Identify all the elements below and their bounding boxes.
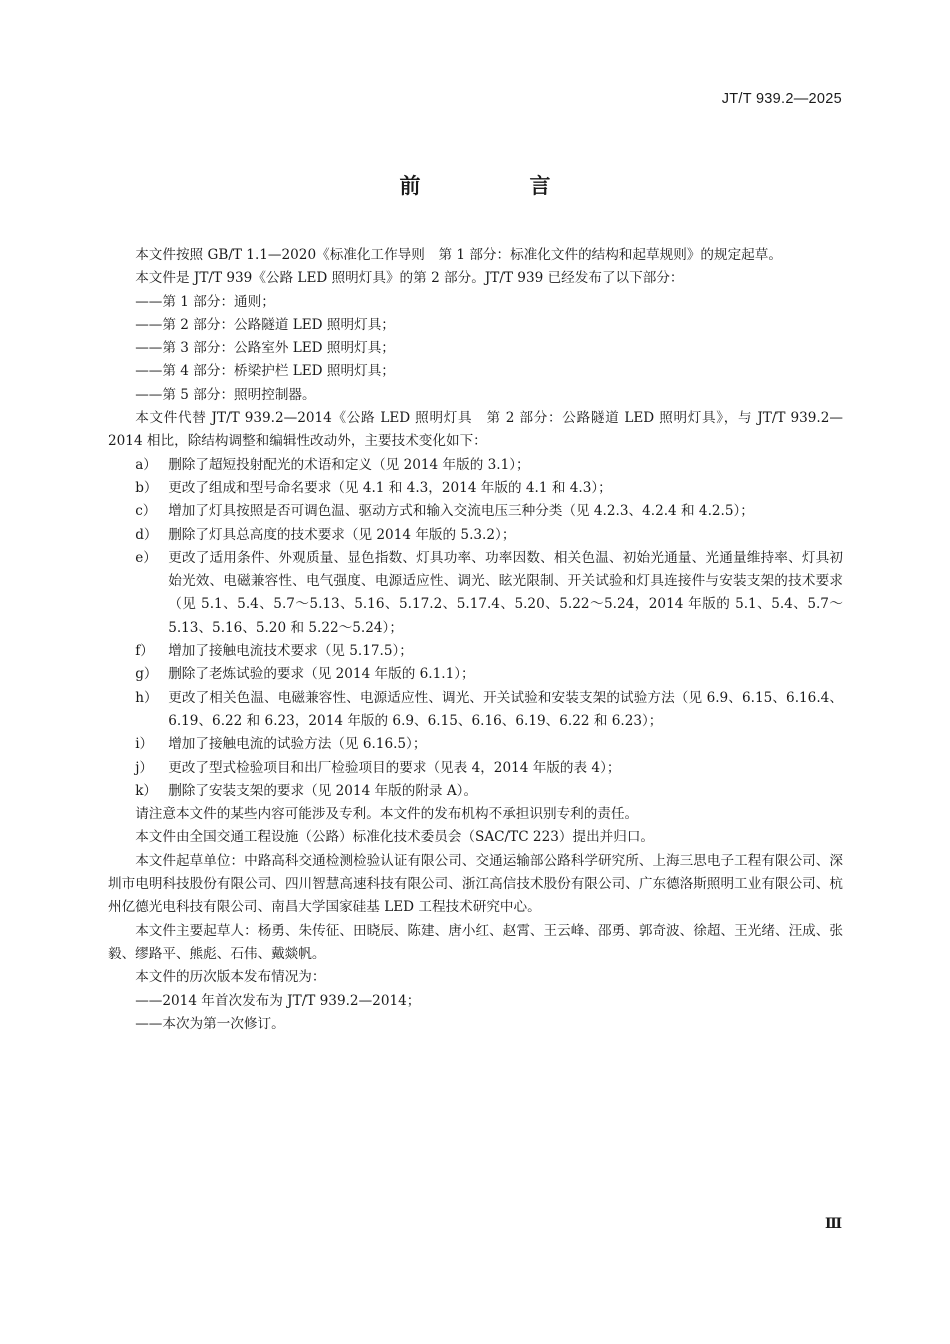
proposer-paragraph: 本文件由全国交通工程设施（公路）标准化技术委员会（SAC/TC 223）提出并归口。	[135, 829, 655, 846]
change-marker: g）	[135, 666, 158, 683]
change-marker: j）	[135, 759, 153, 776]
change-item	[108, 733, 843, 756]
document-body	[108, 244, 843, 1036]
change-marker: e）	[135, 549, 157, 566]
change-marker: f）	[135, 643, 154, 660]
change-marker: i）	[135, 736, 154, 753]
change-item	[108, 547, 843, 640]
change-text: 删除了安装支架的要求（见 2014 年版的附录 A）。	[168, 782, 478, 799]
change-marker: c）	[135, 503, 157, 520]
change-marker: d）	[135, 526, 158, 543]
changes-list	[108, 454, 843, 803]
replace-paragraph: 本文件代替 JT/T 939.2—2014《公路 LED 照明灯具 第 2 部分：公路隧道 LED 照明灯具》，与 JT/T 939.2—2014 相比，除结构调整和编辑性改动外，主要技术变化如下：	[108, 410, 843, 450]
parts-list-item: ——第 2 部分：公路隧道 LED 照明灯具；	[135, 316, 395, 333]
change-text: 删除了灯具总高度的技术要求（见 2014 年版的 5.3.2）；	[168, 526, 516, 543]
change-text: 删除了老炼试验的要求（见 2014 年版的 6.1.1）；	[168, 666, 475, 683]
history-list	[108, 990, 843, 1037]
page-number: Ⅲ	[824, 1216, 842, 1232]
standard-code: JT/T 939.2—2025	[721, 91, 842, 107]
change-text: 增加了灯具按照是否可调色温、驱动方式和输入交流电压三种分类（见 4.2.3、4.2.4 和 4.2.5）；	[168, 503, 754, 520]
change-marker: b）	[135, 479, 158, 496]
change-marker: k）	[135, 782, 158, 799]
history-list-item: ——本次为第一次修订。	[135, 1015, 285, 1032]
change-text: 更改了相关色温、电磁兼容性、电源适应性、调光、开关试验和安装支架的试验方法（见 6.9、6.15、6.16.4、6.19、6.22 和 6.23，2014 年版的 6.9、6.15、6.16、6.19、6.22 和 6.23）；	[168, 689, 843, 729]
change-item	[108, 500, 843, 523]
change-item	[108, 524, 843, 547]
change-text: 增加了接触电流的试验方法（见 6.16.5）；	[168, 736, 427, 753]
parts-list	[108, 291, 843, 407]
change-marker: h）	[135, 689, 158, 706]
patent-notice: 请注意本文件的某些内容可能涉及专利。本文件的发布机构不承担识别专利的责任。	[135, 806, 639, 823]
intro-paragraph-drafting: 本文件按照 GB/T 1.1—2020《标准化工作导则 第 1 部分：标准化文件的结构和起草规则》的规定起草。	[135, 247, 782, 263]
change-text: 删除了超短投射配光的术语和定义（见 2014 年版的 3.1）；	[168, 456, 530, 473]
change-item	[108, 757, 843, 780]
history-list-item: ——2014 年首次发布为 JT/T 939.2—2014；	[135, 992, 421, 1009]
change-item	[108, 477, 843, 500]
drafters-paragraph: 本文件主要起草人：杨勇、朱传征、田晓辰、陈建、唐小红、赵霄、王云峰、邵勇、郭奇波、徐超、王光绪、汪成、张毅、缪路平、熊彪、石伟、戴燚帆。	[108, 922, 843, 962]
intro-paragraph-series: 本文件是 JT/T 939《公路 LED 照明灯具》的第 2 部分。JT/T 939 已经发布了以下部分：	[135, 270, 684, 287]
change-item	[108, 454, 843, 477]
history-intro-paragraph: 本文件的历次版本发布情况为：	[135, 969, 326, 986]
change-item	[108, 687, 843, 734]
change-item	[108, 780, 843, 803]
change-text: 更改了型式检验项目和出厂检验项目的要求（见表 4，2014 年版的表 4）；	[168, 759, 621, 776]
change-marker: a）	[135, 456, 157, 473]
change-item	[108, 663, 843, 686]
page-title: 前 言	[399, 174, 595, 198]
parts-list-item: ——第 5 部分：照明控制器。	[135, 386, 316, 403]
change-text: 更改了适用条件、外观质量、显色指数、灯具功率、功率因数、相关色温、初始光通量、光通量维持率、灯具初始光效、电磁兼容性、电气强度、电源适应性、调光、眩光限制、开关试验和灯具连接件与安装支架的技术要求（见 5.1、5.4、5.7～5.13、5.16、5.17.2、5.17.4、5.20、5.22～5.24，2014 年版的 5.1、5.4、5.7～5.13、5.16、5.20 和 5.22～5.24）；	[168, 549, 843, 636]
change-text: 更改了组成和型号命名要求（见 4.1 和 4.3，2014 年版的 4.1 和 4.3）；	[168, 479, 612, 496]
parts-list-item: ——第 3 部分：公路室外 LED 照明灯具；	[135, 340, 395, 357]
change-item	[108, 640, 843, 663]
parts-list-item: ——第 1 部分：通则；	[135, 293, 275, 310]
change-text: 增加了接触电流技术要求（见 5.17.5）；	[168, 643, 413, 660]
drafting-units-paragraph: 本文件起草单位：中路高科交通检测检验认证有限公司、交通运输部公路科学研究所、上海三思电子工程有限公司、深圳市电明科技股份有限公司、四川智慧高速科技有限公司、浙江高信技术股份有限公司、广东德洛斯照明工业有限公司、杭州亿德光电科技有限公司、南昌大学国家硅基 LED 工程技术研究中心。	[108, 852, 843, 916]
parts-list-item: ——第 4 部分：桥梁护栏 LED 照明灯具；	[135, 363, 395, 380]
